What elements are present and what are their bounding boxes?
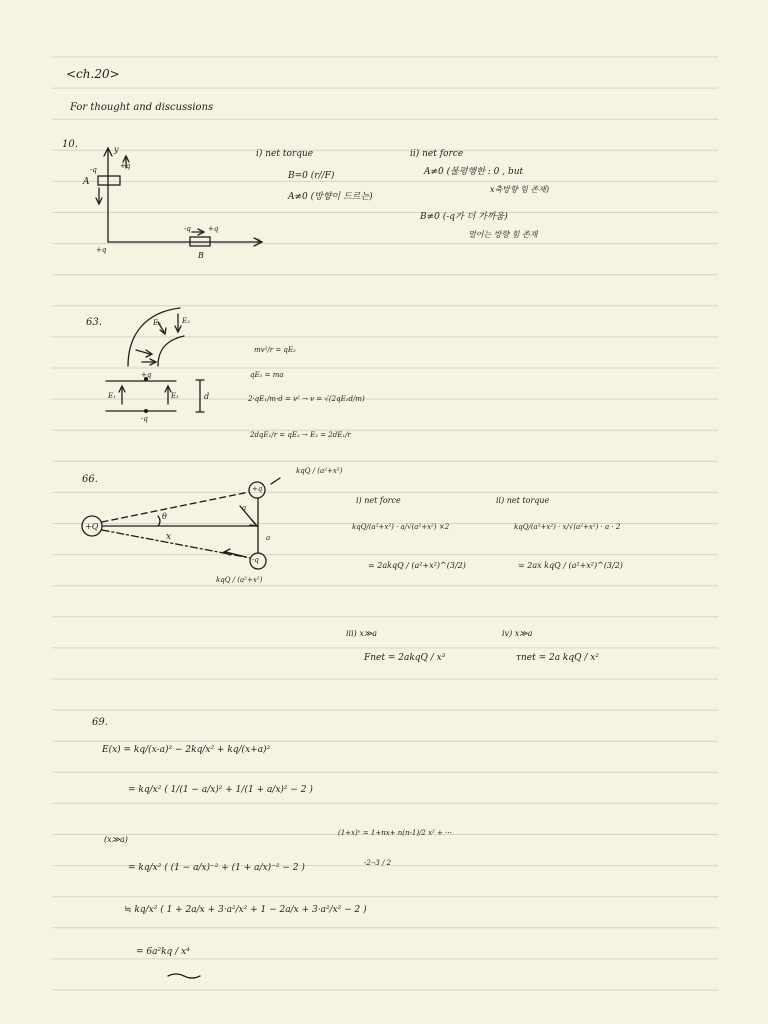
p66-bottom-charge: -q <box>252 556 259 564</box>
p63-eq4: 2dqE₁/r = qE₂ → E₂ = 2dE₁/r <box>250 431 351 439</box>
p10-force-title: ii) net force <box>410 149 464 159</box>
p69-line3: = kq/x² ( (1 − a/x)⁻² + (1 + a/x)⁻² − 2 ) <box>128 863 305 873</box>
p69-line4: ≒ kq/x² ( 1 + 2a/x + 3·a²/x² + 1 − 2a/x + 3·a²/x² − 2 ) <box>124 905 367 915</box>
p10-force-a2: x축방향 힘 존재) <box>490 185 550 194</box>
p66-net-torque-result: = 2ax kqQ / (a²+x²)^(3/2) <box>518 561 623 570</box>
p66-x-label: x <box>166 532 172 542</box>
p66-force-bottom: kqQ / (a²+x²) <box>216 576 263 584</box>
p66-theta-arc <box>158 516 160 526</box>
p66-approx-torque-title: iv) x≫a <box>502 629 533 638</box>
p66-approx-torque: τnet = 2a kqQ / x² <box>516 653 599 663</box>
p66-charge-diagram <box>76 470 296 590</box>
problem-number-69: 69. <box>92 717 108 728</box>
p63-eq3: 2·qE₁/m·d = v² → v = √(2qE₁d/m) <box>248 395 365 403</box>
problem-number-63: 63. <box>86 317 102 328</box>
problem-number-10: 10. <box>62 139 78 150</box>
p10-dipole-a <box>98 176 120 185</box>
p10-force-a1: A≠0 (불평행한 : 0 , but <box>424 167 524 177</box>
p63-gap-label: d <box>204 392 210 401</box>
problem-number-66: 66. <box>82 474 98 485</box>
p66-approx-force: Fnet = 2akqQ / x³ <box>364 653 446 663</box>
p69-condition: (x≫a) <box>104 835 128 844</box>
p10-torque-b: B=0 (r//F) <box>288 171 335 181</box>
p63-e2-left: E₂ <box>153 319 161 327</box>
p10-charge-pos-a: +q <box>120 162 131 170</box>
p66-net-force-result: = 2akqQ / (a²+x²)^(3/2) <box>368 561 466 570</box>
p63-inner-arc <box>158 336 184 366</box>
p69-line5: = 6a²kq / x⁴ <box>136 947 190 957</box>
p63-plate-bottom-charge: -q <box>141 415 148 423</box>
p10-force-b2: 멀어는 방향 힘 존재 <box>468 230 538 239</box>
p10-torque-a: A≠0 (방향이 드르는) <box>288 192 373 202</box>
p10-label-a: A <box>83 177 90 187</box>
p63-e1-left: E₁ <box>108 392 116 400</box>
p63-outer-arc <box>128 308 180 366</box>
p69-line1: E(x) = kq/(x-a)² − 2kq/x² + kq/(x+a)² <box>102 745 271 755</box>
p66-net-force-title: i) net force <box>356 496 401 505</box>
p63-e1-right: E₁ <box>171 392 179 400</box>
p10-charge-pos-b: +q <box>208 225 219 233</box>
p66-approx-force-title: iii) x≫a <box>346 629 377 638</box>
p10-axis-y-label: y <box>114 145 119 154</box>
p10-torque-title: i) net torque <box>256 149 314 159</box>
p66-line-to-top <box>102 492 249 522</box>
p69-binomial-coef: -2·-3 / 2 <box>364 859 392 867</box>
section-heading: For thought and discussions <box>70 102 214 113</box>
p10-charge-neg-b: -q <box>184 225 191 233</box>
p66-theta: θ <box>162 512 167 521</box>
p63-eq1: mv²/r = qE₂ <box>254 346 296 354</box>
p63-eq2: qE₁ = ma <box>250 371 284 379</box>
p66-net-torque-title: ii) net torque <box>496 496 550 505</box>
p10-axes-diagram <box>80 140 280 270</box>
p66-force-top: kqQ / (a²+x²) <box>296 467 343 475</box>
chapter-heading: <ch.20> <box>66 67 120 81</box>
p63-plate-top-charge: +q <box>141 371 152 379</box>
p66-center-charge: +Q <box>85 522 99 531</box>
p66-top-charge: +q <box>252 485 263 493</box>
p66-net-force-expr: kqQ/(a²+x²) · a/√(a²+x²) ×2 <box>352 523 450 531</box>
p10-force-b1: B≠0 (-q가 더 가까움) <box>420 212 508 222</box>
p69-line2: = kq/x² ( 1/(1 − a/x)² + 1/(1 + a/x)² − 2 ) <box>128 785 313 795</box>
p66-a-top: a <box>242 504 247 512</box>
p63-e2-right: E₂ <box>182 317 190 325</box>
p66-a-bottom: a <box>266 534 271 542</box>
p66-net-torque-expr: kqQ/(a²+x²) · x/√(a²+x²) · a · 2 <box>514 523 621 531</box>
p69-binomial: (1+x)ⁿ = 1+nx+ n(n-1)/2 x² + ··· <box>338 829 452 837</box>
p10-label-b: B <box>198 251 204 260</box>
p10-origin-charge: +q <box>96 246 107 254</box>
p69-result-underline <box>166 970 206 982</box>
p10-charge-neg-a: -q <box>90 166 97 174</box>
p10-axis-x-label: x <box>256 236 261 245</box>
